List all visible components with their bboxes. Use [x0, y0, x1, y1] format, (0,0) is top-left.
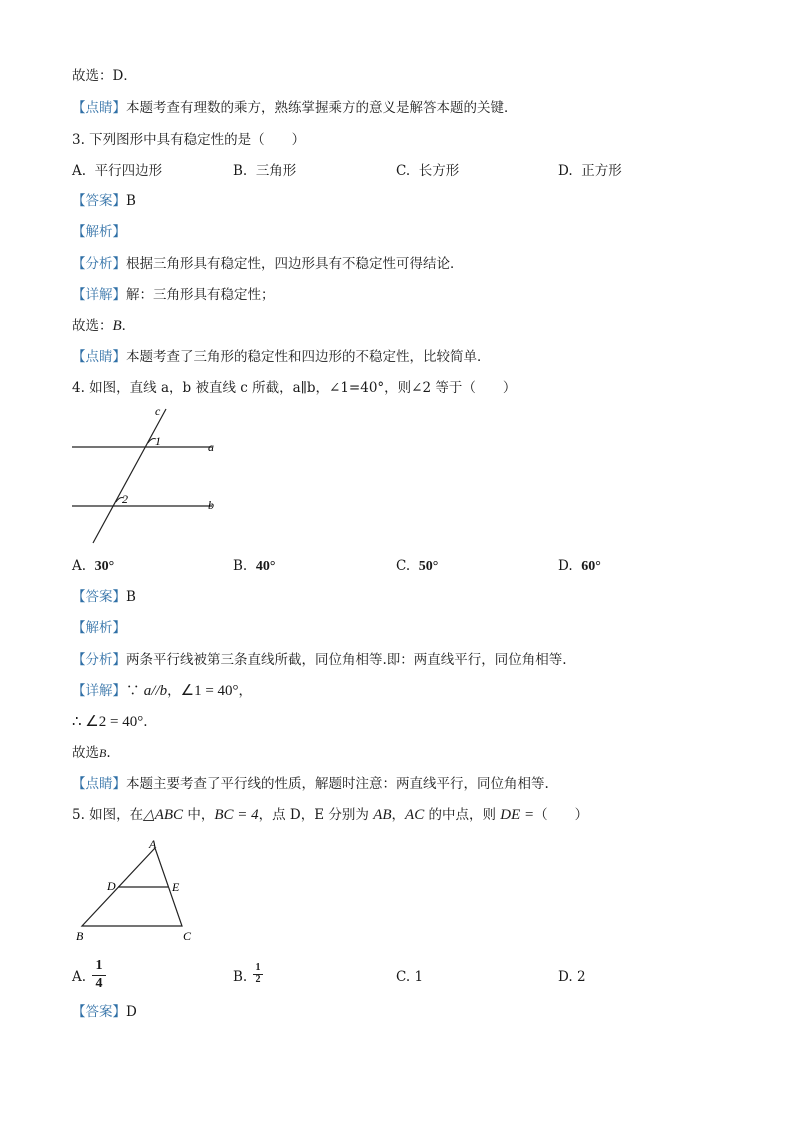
q3-fenxi [72, 255, 464, 273]
comment-tag: 【点睛】 [72, 100, 126, 116]
label-A: A [149, 837, 157, 851]
therefore-math: ∴ ∠2 = 40° [72, 714, 144, 730]
label-angle-1: 1 [155, 434, 161, 448]
stem-mid1: 中， [183, 807, 215, 823]
option-text: 60° [581, 559, 601, 574]
option-letter: A. [72, 969, 87, 985]
answer-value: D [126, 1004, 137, 1020]
q4-stem: 4. 如图，直线 a，b 被直线 c 所截，a∥b，∠1=40°，则∠2 等于（ ） [72, 380, 517, 396]
option-letter: A. [72, 163, 87, 179]
prev-choice: 故选：D． [72, 68, 137, 84]
option-letter: C. [396, 969, 411, 985]
option-text: 长方形 [418, 163, 460, 179]
option-letter: B. [233, 163, 248, 179]
label-a: a [208, 440, 214, 454]
stem-mid3: 的中点，则 [424, 807, 501, 823]
option-letter: C. [396, 163, 411, 179]
option-text: 平行四边形 [94, 163, 163, 179]
comment-text: 本题考查了三角形的稳定性和四边形的不稳定性，比较简单． [126, 349, 491, 365]
answer-tag: 【答案】 [72, 1004, 126, 1020]
stem-ab: AB [373, 807, 392, 823]
comment-tag: 【点睛】 [72, 776, 126, 792]
option-text: 40° [255, 559, 276, 574]
fraction-numerator: 1 [255, 962, 261, 973]
detail-angle: ∠1 = 40° [180, 683, 239, 699]
detail-tag: 【详解】 [72, 683, 126, 699]
q4-option-a [72, 557, 114, 576]
stem-de: DE = [500, 807, 535, 823]
label-angle-2: 2 [122, 492, 128, 506]
choice-letter: B [112, 318, 122, 334]
q3-option-c [396, 162, 459, 180]
q4-fenxi [72, 651, 567, 669]
q4-option-b [233, 557, 275, 576]
stem-mid2: ，点 D，E 分别为 [258, 807, 374, 823]
q5-option-a [72, 968, 86, 986]
comment-tag: 【点睛】 [72, 349, 126, 365]
fraction-denominator: 2 [253, 974, 263, 985]
option-letter: D. [558, 969, 573, 985]
fraction-denominator: 4 [92, 975, 106, 991]
option-letter: C. [396, 558, 411, 574]
q3-option-b [233, 162, 296, 180]
line-c [93, 409, 166, 543]
stem-pre: 5. 如图，在 [72, 807, 144, 823]
option-letter: B. [233, 969, 248, 985]
option-letter: A. [72, 558, 87, 574]
label-B: B [76, 929, 84, 943]
q4-comment [72, 775, 549, 793]
choice-label: 故选： [72, 318, 113, 334]
option-text: 50° [418, 559, 439, 574]
answer-value: B [126, 589, 136, 605]
detail-text: 解：三角形具有稳定性； [126, 287, 275, 303]
label-D: D [107, 879, 116, 893]
q3-option-d [558, 162, 622, 180]
q5-answer [72, 1003, 137, 1021]
detail-parallel: a//b [143, 683, 168, 699]
answer-value: B [126, 193, 136, 209]
choice-label: 故选 [72, 745, 99, 761]
option-text: 2 [576, 969, 586, 985]
option-text: 正方形 [581, 163, 622, 179]
q5-option-b-fraction [253, 963, 263, 985]
q3-answer [72, 192, 136, 210]
q5-stem [72, 806, 588, 824]
option-letter: D. [558, 163, 573, 179]
fenxi-text: 根据三角形具有稳定性，四边形具有不稳定性可得结论． [126, 256, 464, 272]
q5-option-d [558, 968, 586, 986]
q4-option-d [558, 557, 601, 576]
label-b: b [208, 498, 214, 512]
label-C: C [183, 929, 192, 943]
q5-option-c [396, 968, 423, 986]
stem-sep: ， [391, 807, 406, 823]
q3-detail [72, 286, 275, 304]
option-text: 三角形 [255, 163, 297, 179]
stem-bc: BC = 4 [214, 807, 259, 823]
q4-detail [72, 682, 252, 700]
q4-option-c [396, 557, 438, 576]
detail-pre: ∵ [126, 683, 144, 699]
choice-letter: B [99, 746, 107, 760]
fenxi-tag: 【分析】 [72, 256, 126, 272]
q3-comment [72, 348, 491, 366]
therefore-end: . [143, 714, 148, 730]
answer-tag: 【答案】 [72, 589, 126, 605]
q3-analysis [72, 223, 126, 241]
prev-comment [72, 99, 518, 117]
label-E: E [172, 880, 180, 894]
q5-option-a-fraction [92, 958, 106, 991]
stem-triangle: △ABC [143, 807, 184, 823]
answer-tag: 【答案】 [72, 193, 126, 209]
q3-option-a [72, 162, 162, 180]
q4-figure [70, 403, 222, 545]
q4-analysis [72, 619, 126, 637]
analysis-tag: 【解析】 [72, 224, 126, 240]
q5-figure [70, 836, 200, 948]
q3-choice [72, 317, 135, 335]
comment-text: 本题考查有理数的乘方，熟练掌握乘方的意义是解答本题的关键． [126, 100, 518, 116]
fraction-numerator: 1 [95, 958, 103, 973]
fenxi-text: 两条平行线被第三条直线所截，同位角相等.即：两直线平行，同位角相等. [126, 652, 567, 668]
stem-ac: AC [405, 807, 425, 823]
fenxi-tag: 【分析】 [72, 652, 126, 668]
option-text: 1 [414, 969, 424, 985]
q5-option-b [233, 968, 247, 986]
q4-choice [72, 744, 111, 762]
option-text: 30° [94, 559, 115, 574]
label-c: c [155, 404, 161, 418]
stem-end: （ ） [534, 807, 589, 823]
option-letter: D. [558, 558, 573, 574]
comment-text: 本题主要考查了平行线的性质，解题时注意：两直线平行，同位角相等. [126, 776, 549, 792]
choice-end: ． [121, 318, 136, 334]
q4-answer [72, 588, 136, 606]
option-letter: B. [233, 558, 248, 574]
detail-end: ， [238, 683, 253, 699]
choice-end: . [106, 745, 111, 761]
detail-tag: 【详解】 [72, 287, 126, 303]
q3-stem: 3. 下列图形中具有稳定性的是（ ） [72, 132, 306, 148]
q4-therefore [72, 713, 148, 731]
analysis-tag: 【解析】 [72, 620, 126, 636]
detail-sep: ， [167, 683, 181, 699]
